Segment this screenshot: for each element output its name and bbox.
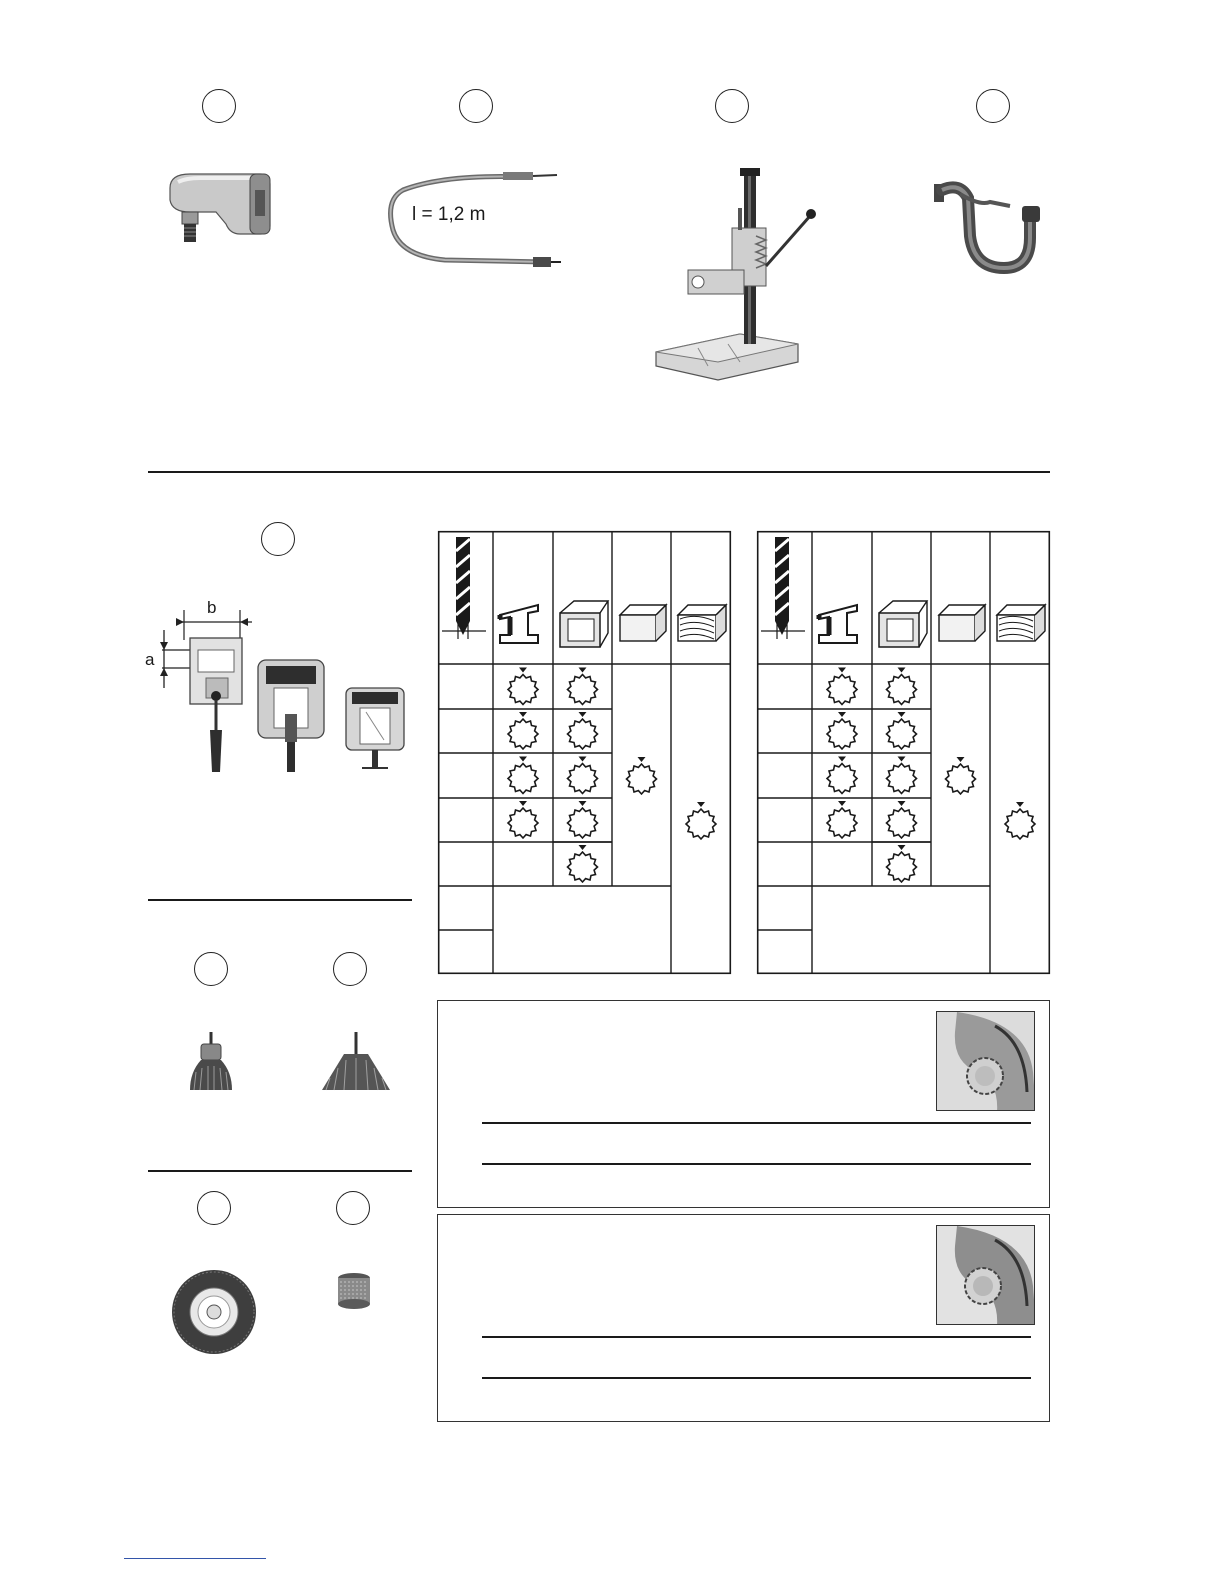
panel-1-rule-1 xyxy=(482,1122,1031,1124)
wood-icon xyxy=(997,605,1045,641)
holder-clip-icon xyxy=(930,176,1042,276)
masonry-icon xyxy=(939,605,985,641)
panel-2-rule-1 xyxy=(482,1336,1031,1338)
setting-panel-1 xyxy=(437,1000,1050,1208)
shaft-length-label: l = 1,2 m xyxy=(412,204,486,225)
masonry-icon xyxy=(620,605,666,641)
left-divider-1 xyxy=(148,899,412,901)
left-divider-2 xyxy=(148,1170,412,1172)
badge-circle-4 xyxy=(976,89,1010,123)
drill-stand-icon xyxy=(648,166,828,388)
badge-circle-8 xyxy=(197,1191,231,1225)
wood-icon xyxy=(678,605,726,641)
vice-dim-a-label: a xyxy=(145,650,155,669)
badge-circle-7 xyxy=(333,952,367,986)
machine-vice-icon xyxy=(140,596,412,782)
speed-table-left xyxy=(438,531,731,974)
wire-cup-brush-icon xyxy=(186,1032,236,1096)
badge-circle-2 xyxy=(459,89,493,123)
speed-table-right xyxy=(757,531,1050,974)
wire-wheel-brush-icon xyxy=(170,1268,258,1356)
footer-link-underline xyxy=(124,1558,266,1559)
badge-circle-5 xyxy=(261,522,295,556)
panel-2-rule-2 xyxy=(482,1377,1031,1379)
section-divider-top xyxy=(148,471,1050,473)
panel-1-rule-2 xyxy=(482,1163,1031,1165)
angle-drill-head-icon xyxy=(160,168,275,250)
badge-circle-6 xyxy=(194,952,228,986)
sleeve-icon xyxy=(334,1272,374,1310)
setting-panel-2 xyxy=(437,1214,1050,1422)
wire-cup-brush-icon-2 xyxy=(316,1032,396,1096)
gear-dial-icon-2 xyxy=(936,1225,1035,1325)
gear-dial-icon xyxy=(936,1011,1035,1111)
badge-circle-9 xyxy=(336,1191,370,1225)
vice-dim-b-label: b xyxy=(207,598,217,617)
badge-circle-1 xyxy=(202,89,236,123)
badge-circle-3 xyxy=(715,89,749,123)
